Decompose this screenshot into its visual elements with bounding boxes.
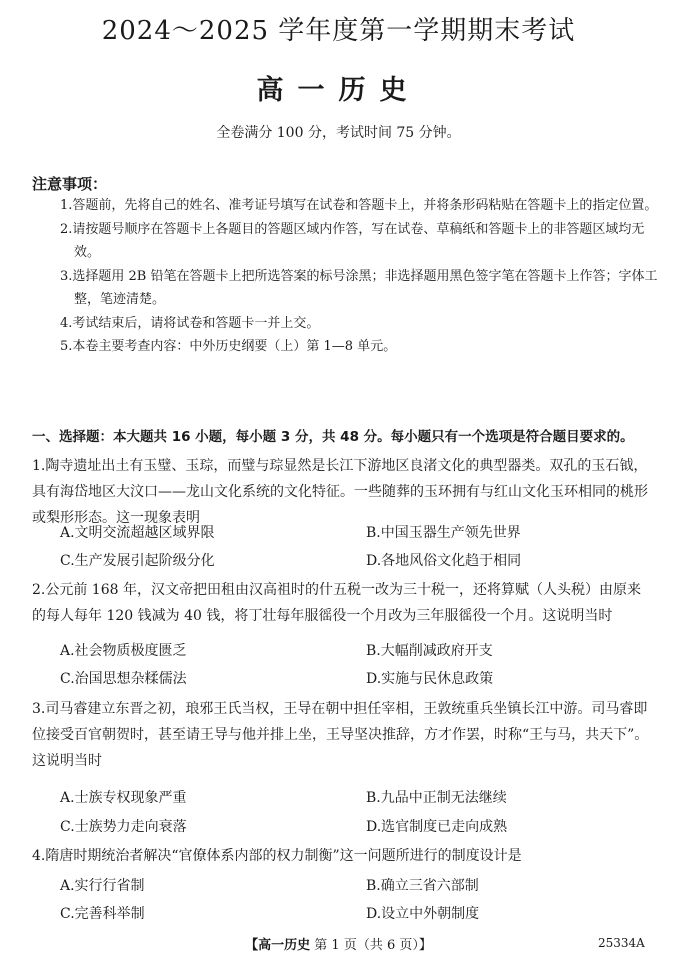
- notice-item: 5.本卷主要考查内容：中外历史纲要（上）第 1—8 单元。: [60, 339, 397, 354]
- option-c: C.士族势力走向衰落: [60, 819, 187, 835]
- option-c: C.治国思想杂糅儒法: [60, 671, 187, 687]
- option-a: A.社会物质极度匮乏: [60, 643, 187, 659]
- score-info: 全卷满分 100 分，考试时间 75 分钟。: [216, 125, 461, 141]
- exam-title: 2024～2025 学年度第一学期期末考试: [101, 16, 576, 46]
- exam-code: 25334A: [598, 936, 645, 950]
- notice-heading: 注意事项：: [32, 175, 108, 193]
- subject-title: 高一历史: [256, 75, 421, 106]
- section-heading: 一、选择题：本大题共 16 小题，每小题 3 分，共 48 分。每小题只有一个选项是符合题目要求的。: [32, 429, 634, 445]
- notice-item: 4.考试结束后，请将试卷和答题卡一并上交。: [60, 315, 320, 331]
- option-a: A.实行行省制: [60, 878, 145, 894]
- question-stem: 2.公元前 168 年，汉文帝把田租由汉高祖时的什五税一改为三十税一，还将算赋（人头税）由原来的每人每年 120 钱减为 40 钱，将丁壮每年服徭役一个月改为三年服徭役一个月。这说明当时: [32, 582, 641, 624]
- option-b: B.确立三省六部制: [366, 878, 479, 894]
- option-b: B.中国玉器生产领先世界: [366, 525, 521, 541]
- option-d: D.实施与民休息政策: [366, 671, 494, 687]
- option-c: C.生产发展引起阶级分化: [60, 553, 215, 569]
- footer-subject: 【高一历史: [245, 938, 311, 953]
- option-a: A.士族专权现象严重: [60, 790, 187, 806]
- notice-item: 1.答题前，先将自己的姓名、准考证号填写在试卷和答题卡上，并将条形码粘贴在答题卡上的指定位置。: [60, 198, 658, 213]
- page-footer: [0, 934, 677, 953]
- option-d: D.选官制度已走向成熟: [366, 819, 508, 835]
- option-b: B.九品中正制无法继续: [366, 790, 507, 806]
- option-c: C.完善科举制: [60, 906, 145, 922]
- option-b: B.大幅削减政府开支: [366, 643, 493, 659]
- notice-item: 2.请按题号顺序在答题卡上各题目的答题区域内作答，写在试卷、草稿纸和答题卡上的非答题区域均无效。: [60, 221, 645, 260]
- notice-item: 3.选择题用 2B 铅笔在答题卡上把所选答案的标号涂黑；非选择题用黑色签字笔在答题卡上作答；字体工整，笔迹清楚。: [60, 268, 658, 307]
- option-d: D.设立中外朝制度: [366, 906, 480, 922]
- question-stem: 1.陶寺遗址出土有玉璧、玉琮，而璧与琮显然是长江下游地区良渚文化的典型器类。双孔的玉石钺，具有海岱地区大汶口——龙山文化系统的文化特征。一些随葬的玉环拥有与红山文化玉环相同的桃形或梨形形态。这一现象表明: [32, 458, 648, 526]
- notice-list: [60, 194, 660, 359]
- option-d: D.各地风俗文化趋于相同: [366, 553, 522, 569]
- question-stem: 4.隋唐时期统治者解决“官僚体系内部的权力制衡”这一问题所进行的制度设计是: [32, 848, 522, 864]
- footer-page-info: 第 1 页（共 6 页）】: [314, 938, 432, 953]
- question-stem: 3.司马睿建立东晋之初，琅邪王氏当权，王导在朝中担任宰相，王敦统重兵坐镇长江中游。司马睿即位接受百官朝贺时，甚至请王导与他并排上坐，王导坚决推辞，方才作罢，时称“王与马，共天下”。这说明当时: [32, 701, 649, 769]
- option-a: A.文明交流超越区域界限: [60, 525, 215, 541]
